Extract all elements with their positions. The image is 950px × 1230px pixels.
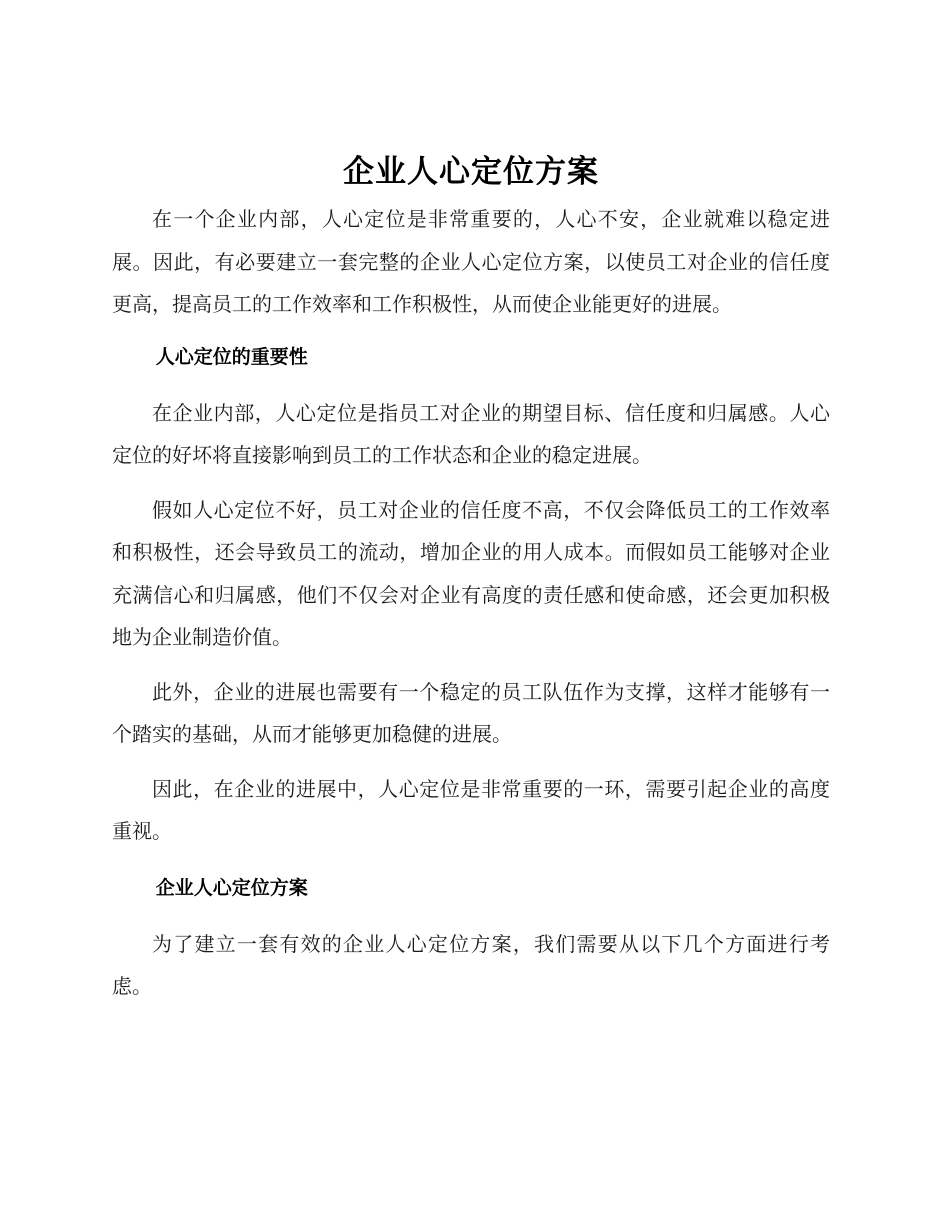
document-title: 企业人心定位方案 bbox=[343, 154, 599, 190]
body-paragraph: 此外，企业的进展也需要有一个稳定的员工队伍作为支撑，这样才能够有一个踏实的基础，从而才能够更加稳健的进展。 bbox=[112, 679, 830, 746]
body-paragraph: 为了建立一套有效的企业人心定位方案，我们需要从以下几个方面进行考虑。 bbox=[112, 931, 830, 998]
intro-paragraph: 在一个企业内部，人心定位是非常重要的，人心不安，企业就难以稳定进展。因此，有必要建立一套完整的企业人心定位方案，以使员工对企业的信任度更高，提高员工的工作效率和工作积极性，从而使企业能更好的进展。 bbox=[112, 207, 830, 316]
body-paragraph: 在企业内部，人心定位是指员工对企业的期望目标、信任度和归属感。人心定位的好坏将直接影响到员工的工作状态和企业的稳定进展。 bbox=[112, 400, 830, 467]
document-page bbox=[112, 150, 830, 1020]
section-heading-importance: 人心定位的重要性 bbox=[155, 345, 308, 368]
body-paragraph: 因此，在企业的进展中，人心定位是非常重要的一环，需要引起企业的高度重视。 bbox=[112, 776, 830, 843]
body-paragraph: 假如人心定位不好，员工对企业的信任度不高，不仅会降低员工的工作效率和积极性，还会导致员工的流动，增加企业的用人成本。而假如员工能够对企业充满信心和归属感，他们不仅会对企业有高度的责任感和使命感，还会更加积极地为企业制造价值。 bbox=[112, 497, 830, 649]
section-heading-plan: 企业人心定位方案 bbox=[155, 876, 308, 899]
